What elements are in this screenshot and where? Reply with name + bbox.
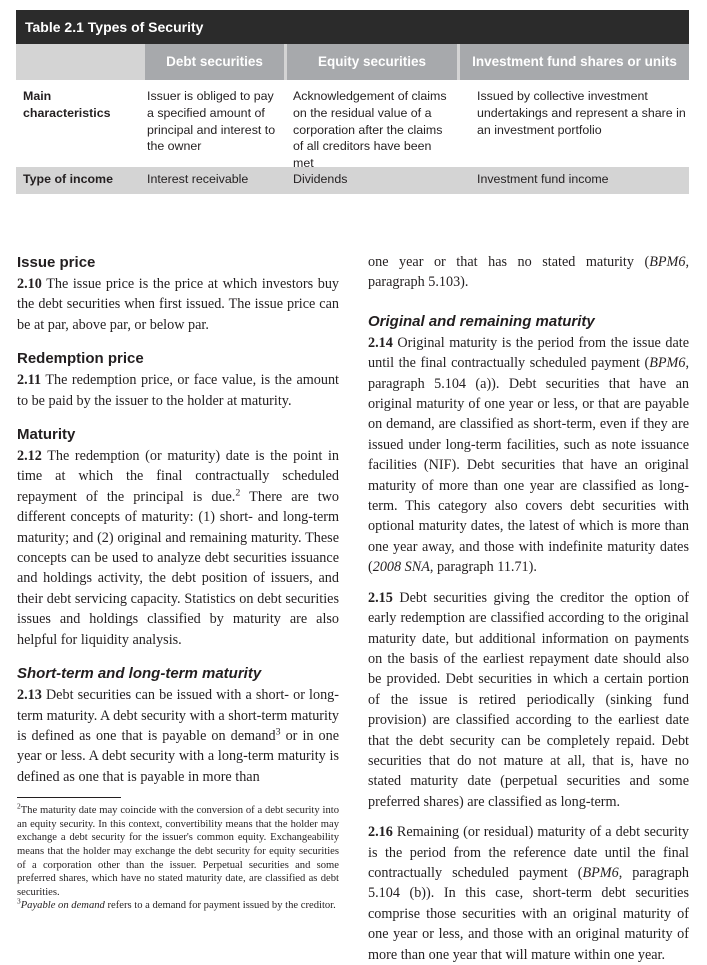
right-column [368, 252, 689, 965]
footnote-italic-term: Payable on demand [20, 900, 105, 912]
paragraph-text: , paragraph 5.104 (a)). Debt securities that have an original maturity of one year or less, or that are payable on demand, are classified as short-term, even if they are issued under long-term facilities, such as note issuance facilities (NIF). Debt securities that have an original maturity of more than one year are classified as long-term. This category also covers debt securities with optional maturity dates, the latest of which is more than one year away, and those with indefinite maturity dates ( [368, 355, 689, 576]
paragraph-text: , paragraph 5.104 (b)). In this case, short-term debt securities comprise those securities with an original maturity of one year or less, and those with an original maturity of more than one year that will mature within one year. [368, 864, 689, 963]
table-header-equity: Equity securities [284, 44, 457, 80]
table-cell: Dividends [293, 172, 348, 186]
types-of-security-table [16, 10, 689, 194]
paragraph-number: 2.11 [17, 372, 42, 389]
section-heading-issue-price: Issue price [17, 254, 96, 271]
table-header-empty [16, 44, 142, 80]
table-title: Table 2.1 Types of Security [16, 10, 689, 44]
paragraph-text: The redemption (or maturity) date is the point in time at which the final contractually scheduled repayment of the principal is due. [17, 448, 339, 505]
table-header-row [16, 44, 689, 80]
paragraph-2-15 [368, 588, 689, 812]
table-header-fund: Investment fund shares or units [457, 44, 689, 80]
paragraph-text: There are two different concepts of maturity: (1) short- and long-term maturity; and (2) original and remaining maturity. These concepts can be used to analyze debt securities issuance and holdings activity, the debt position of issuers, and their debt servicing capacity. Statistics on debt securities issues and holdings classified by maturity are also helpful for liquidity analysis. [17, 488, 339, 648]
left-column [17, 252, 339, 913]
table-cell: Investment fund income [477, 172, 609, 186]
paragraph-2-13 [17, 685, 339, 787]
table-cell: Acknowledgement of claims on the residual value of a corporation after the claims of all creditors have been met [293, 89, 447, 171]
citation-italic: BPM6 [649, 254, 686, 270]
table-bottom-rule [16, 192, 689, 194]
footnote-number: 3 [17, 896, 21, 906]
paragraph-2-16 [368, 822, 689, 965]
paragraph-number: 2.16 [368, 824, 393, 841]
paragraph-2-13-continued [368, 252, 689, 293]
paragraph-text: Original maturity is the period from the issue date until the final contractually scheduled payment ( [368, 334, 690, 372]
paragraph-text: Debt securities can be issued with a short- or long-term maturity. A debt security with a short-term maturity is defined as one that is payable on demand [17, 687, 339, 744]
citation-italic: 2008 SNA [372, 559, 430, 576]
section-heading-short-long-term: Short-term and long-term maturity [17, 665, 262, 683]
footnote-ref-2: 2 [235, 487, 241, 499]
table-header-debt: Debt securities [142, 44, 284, 80]
footnote-2 [17, 801, 339, 899]
footnote-text: refers to a demand for payment issued by the creditor. [104, 900, 336, 912]
paragraph-text: Debt securities giving the creditor the option of early redemption are classified according to the original maturity date, but additional information on payments on the basis of the earliest repayment date should also be provided. Debt securities in which a certain portion of the issue is retired periodically (sinking fund provision) are classified according to the earliest date that the debt security can be completely repaid. Debt securities that do not mature at all, that is, have no stated maturity date (perpetual securities and some preferred shares) are classified as long-term. [368, 589, 690, 810]
footnote-text: The maturity date may coincide with the conversion of a debt security into an equity security. In this context, convertibility means that the holder may exchange a debt security for the issuer's common equity. Exchangeability means that the holder may exchange the debt security for equity securities of a corporation other than the issuer. Perpetual securities and some preferred shares, which have no stated maturity date, are classified as debt securities. [17, 805, 339, 898]
table-cell: Interest receivable [147, 172, 249, 186]
paragraph-2-11 [17, 370, 339, 411]
paragraph-text: The redemption price, or face value, is the amount to be paid by the issuer to the holder at maturity. [17, 372, 339, 409]
citation-italic: BPM6 [582, 864, 619, 881]
citation-italic: BPM6 [649, 355, 686, 372]
table-cell: Issuer is obliged to pay a specified amount of principal and interest to the owner [147, 89, 276, 154]
table-row-label: Type of income [23, 172, 113, 186]
table-row-type-of-income [16, 167, 689, 192]
paragraph-2-12 [17, 446, 339, 650]
paragraph-2-10 [17, 274, 339, 335]
paragraph-text: The issue price is the price at which investors buy the debt securities when first issued. The issue price can be at par, above par, or below par. [17, 276, 340, 333]
section-heading-maturity: Maturity [17, 426, 76, 444]
paragraph-text: or in one year or less. A debt security with a long-term maturity is defined as one that is payable in more than [17, 727, 340, 785]
footnote-number: 2 [17, 801, 21, 811]
paragraph-text: one year or that has no stated maturity ( [368, 254, 650, 270]
paragraph-number: 2.10 [17, 276, 42, 292]
footnote-rule [17, 797, 121, 798]
footnote-3 [17, 896, 339, 913]
section-heading-original-remaining: Original and remaining maturity [368, 312, 595, 330]
paragraph-number: 2.13 [17, 687, 42, 704]
table-row-main-characteristics [16, 80, 689, 171]
paragraph-text: , paragraph 5.103). [368, 254, 689, 291]
paragraph-2-14 [368, 333, 689, 578]
footnote-ref-3: 3 [275, 726, 281, 738]
paragraph-text: Remaining (or residual) maturity of a debt security is the period from the reference date until the final contractually scheduled payment ( [368, 824, 689, 881]
table-cell: Issued by collective investment undertakings and represent a share in an investment portfolio [477, 89, 686, 137]
paragraph-number: 2.12 [17, 448, 42, 465]
section-heading-redemption-price: Redemption price [17, 350, 144, 368]
paragraph-text: , paragraph 11.71). [429, 559, 537, 576]
paragraph-number: 2.15 [368, 589, 393, 606]
paragraph-number: 2.14 [368, 334, 393, 351]
table-row-label: Main characteristics [23, 89, 111, 120]
